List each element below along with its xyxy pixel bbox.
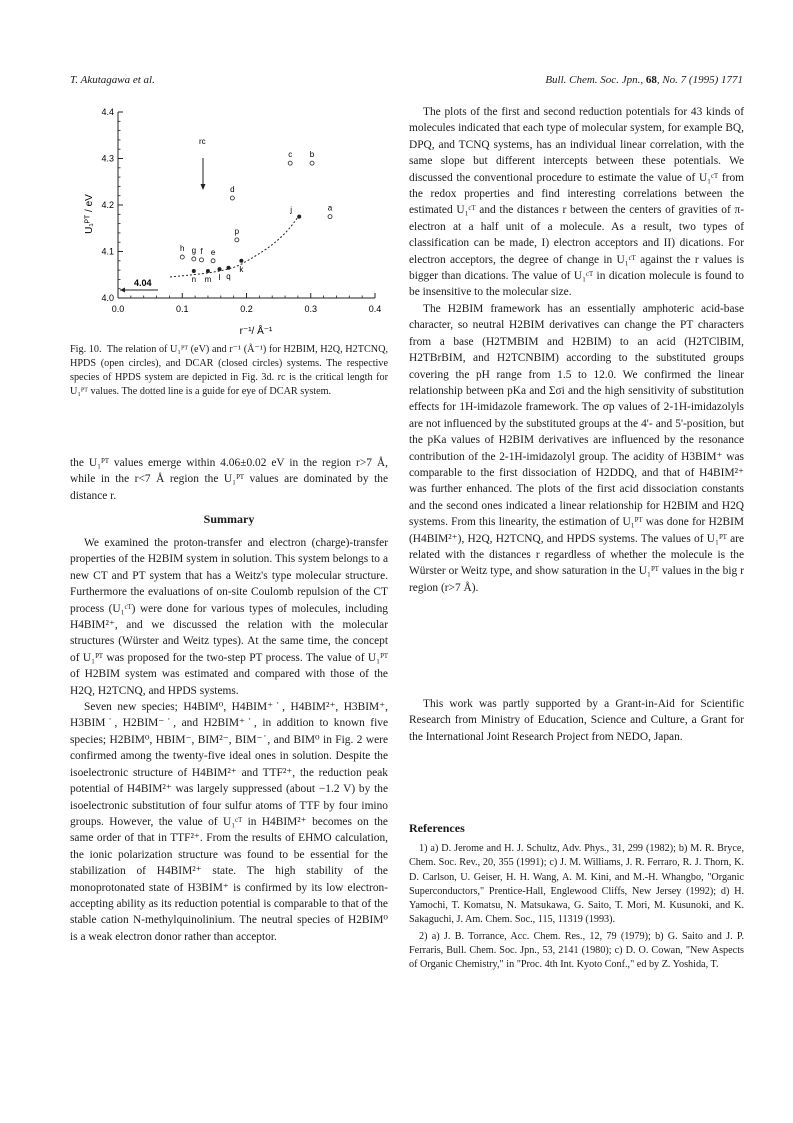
summary-para-1: We examined the proton-transfer and electron (charge)-transfer properties of the H2BIM system in solution. This system belongs to a new CT and PT system that has a Weitz's type molecular structure. Furthermore the evaluations of on-site Coulomb repulsion of the CT process (U₁ᶜᵀ) were done for various types of molecules, including H4BIM²⁺, and we discussed the relation with the molecular structures (Würster and Weitz types). At the same time, the concept of U₁ᴾᵀ was proposed for the two-step PT process. The value of U₁ᴾᵀ of H2BIM system was estimated and compared with those of the H2Q, H2TCNQ, and HPDS systems. (70, 537, 388, 697)
acknowledgement (409, 696, 744, 745)
x-tick-label: 0.4 (368, 304, 382, 314)
y-tick-label: 4.0 (101, 293, 114, 303)
closed-point-m (206, 269, 210, 273)
x-axis-label: r⁻¹/ Å⁻¹ (239, 326, 273, 337)
summary-heading: Summary (203, 512, 255, 526)
closed-point-l (218, 267, 222, 271)
point-label-a: a (327, 203, 333, 213)
figure-caption (70, 343, 388, 399)
figure-10-chart (70, 102, 390, 352)
right-para-2: The H2BIM framework has an essentially amphoteric acid-base character, so neutral H2BIM derivatives can change the PT characters from a base (H2TMBIM and H2BIM) to an acid (H2TClBIM, H2TBrBIM, and H2TCNBIM) according to the substituted groups covering the pH range from 1.5 to 12.0. We confirmed the linear relationship between pKa and Σσi and the high sensitivity of substitution effects for 1H-imidazole framework. The σp values of 2-1H-imidazolyls are not influenced by the substituted groups at the 4'- and 5'-position, but the pKa values of H2BIM derivatives are influenced by the resonance contribution of the 2-1H-imidazolyl group. The acidity of H3BIM⁺ was comparable to the first dissociation of H2DDQ, and that of H4BIM²⁺ was further enhanced. The plots of the first acid dissociation constants and the second ones indicated a linear relationship for H2BIM and H2Q systems. From this linearity, the estimation of U₁ᴾᵀ was done for H2BIM (H4BIM²⁺), H2Q, H2TCNQ, and HPDS systems. The values of U₁ᴾᵀ are related with the distances r regardless of whether the molecule is the Würster or Weitz type, and show saturation in the U₁ᴾᵀ values in the big r region (r>7 Å). (409, 302, 744, 594)
y-tick-label: 4.3 (101, 153, 114, 164)
caption-text: The relation of U₁ᴾᵀ (eV) and r⁻¹ (Å⁻¹) for H2BIM, H2Q, H2TCNQ, HPDS (open circles), and DCAR (closed circles) systems. The respective species of HPDS system are depicted in Fig. 3d. rc is the critical length for U₁ᴾᵀ values. The dotted line is a guide for eye of DCAR system. (70, 344, 388, 397)
summary-para-2: Seven new species; H4BIM⁰, H4BIM⁺˙, H4BIM²⁺, H3BIM⁺, H3BIM˙, H2BIM⁻˙, and H2BIM⁺˙, in addition to known five species; H2BIM⁰, HBIM⁻, BIM²⁻, BIM⁻˙, and BIM⁰ in Fig. 2 were confirmed among the twenty-five ideal ones in solution. Despite the isoelectronic structure of H4BIM²⁺ and TTF²⁺, the reduction peak potential of H4BIM²⁺ was largely suppressed (about −1.2 V) by the isoelectronic substitution of four sulfur atoms of TTF by four imino groups. However, the value of U₁ᶜᵀ in H4BIM²⁺ becomes on the same order of that in TTF²⁺. From the results of EHMO calculation, the ionic polarization structure was found to be essential for the stabilization of H4BIM²⁺ state. The high stability of the monoprotonated state of H3BIM⁺ is confirmed by its low electron-accepting ability as its reduction potential is comparable to that of the stable cation N-methylquinolinium. The neutral species of H2BIM⁰ is a weak electron donor rather than acceptor. (70, 701, 388, 943)
point-label-f: f (200, 246, 203, 256)
x-tick-label: 0.2 (240, 304, 253, 314)
running-header-journal (545, 74, 743, 86)
left-column-summary (70, 535, 388, 945)
journal-name: Bull. Chem. Soc. Jpn., (545, 74, 644, 86)
reference-1: 1) a) D. Jerome and H. J. Schultz, Adv. Phys., 31, 299 (1982); b) M. R. Bryce, Chem. Soc. Rev., 20, 355 (1991); c) J. M. Williams, J. R. Ferraro, R. J. Thorn, K. D. Carlson, U. Geiser, H. H. Wang, A. M. Kini, and M.-H. Whangbo, "Organic Superconductors," Prentice-Hall, Englewood Cliffs, New Jersey (1992); d) H. Yamochi, T. Komatsu, N. Matsukawa, G. Saito, T. Mori, M. Kusunoki, and K. Sakaguchi, J. Am. Chem. Soc., 115, 11319 (1993). (409, 843, 744, 926)
journal-volume: 68 (645, 74, 657, 86)
closed-point-q (227, 266, 231, 270)
point-label-p: p (234, 226, 240, 236)
closed-point-k (239, 259, 243, 263)
right-column-body (409, 104, 744, 596)
x-tick-label: 0.3 (304, 304, 318, 314)
open-point-g (192, 257, 196, 261)
right-para-1: The plots of the first and second reduction potentials for 43 kinds of molecules indicated that each type of molecular system, for example BQ, DPQ, and TCNQ systems, has an individual linear correlation, with the same slope but different intercepts between these potentials. We discussed the conventional procedure to estimate the value of U₁ᶜᵀ from the redox properties and find interesting correlations between the estimated U₁ᶜᵀ and the distances r between the centers of gravities of π-electron at a half unit of a molecule. As a result, two types of classification can be made, I) electron acceptors and II) dications. For electron acceptors, the degree of change in U₁ᶜᵀ against the r values is bigger than dications. The value of U₁ᶜᵀ in dication molecule is found to be insensitive to the molecular size. (409, 106, 744, 299)
y-tick-label: 4.4 (101, 107, 114, 117)
x-tick-label: 0.1 (175, 304, 189, 314)
open-point-f (200, 258, 204, 262)
point-label-n: n (191, 275, 197, 285)
reference-2: 2) a) J. B. Torrance, Acc. Chem. Res., 12, 79 (1979); b) G. Saito and J. P. Ferraris, Bull. Chem. Soc. Jpn., 53, 2141 (1980); c) D. O. Cowan, "New Aspects of Organic Chemistry," in "Proc. 4th Int. Kyoto Conf.," ed by Z. Yoshida, T. (409, 930, 744, 971)
point-label-g: g (191, 245, 197, 255)
annotation-arrowhead (120, 288, 125, 293)
journal-issue-pages: , No. 7 (1995) 1771 (656, 74, 743, 86)
point-label-h: h (180, 244, 185, 254)
point-label-b: b (309, 150, 315, 160)
open-point-p (235, 238, 239, 242)
ack-text: This work was partly supported by a Grant-in-Aid for Scientific Research from Ministry of Education, Science and Culture, a Grant for the International Joint Research Project from NEDO, Japan. (409, 698, 744, 743)
point-label-c: c (288, 150, 293, 160)
open-point-h (180, 255, 184, 259)
rc-arrowhead (201, 184, 206, 190)
open-point-e (211, 259, 215, 263)
open-point-a (328, 215, 332, 219)
rc-label: rc (199, 137, 206, 146)
y-axis-label: U₁ᴾᵀ / eV (84, 194, 95, 234)
dcar-guide-curve (170, 214, 300, 277)
y-tick-label: 4.2 (101, 200, 114, 210)
open-point-b (310, 161, 314, 165)
y-tick-label: 4.1 (101, 246, 114, 257)
references-heading: References (409, 821, 465, 835)
references-list (409, 842, 744, 975)
point-label-l: l (218, 273, 221, 283)
open-point-d (230, 196, 234, 200)
open-point-c (288, 161, 292, 165)
point-label-q: q (226, 271, 231, 281)
point-label-m: m (204, 275, 212, 285)
closed-point-n (192, 269, 196, 273)
left-para-1: the U₁ᴾᵀ values emerge within 4.06±0.02 eV in the region r>7 Å, while in the r<7 Å region the U₁ᴾᵀ values are dominated by the distance r. (70, 457, 388, 502)
point-label-k: k (239, 264, 244, 274)
caption-label: Fig. 10. (70, 344, 102, 355)
running-header-authors: T. Akutagawa et al. (70, 74, 155, 86)
point-label-e: e (210, 247, 216, 257)
point-label-j: j (290, 205, 293, 215)
point-label-d: d (230, 185, 235, 195)
closed-point-j (297, 215, 301, 219)
annotation-4-04: 4.04 (134, 278, 152, 288)
x-tick-label: 0.0 (111, 304, 125, 314)
